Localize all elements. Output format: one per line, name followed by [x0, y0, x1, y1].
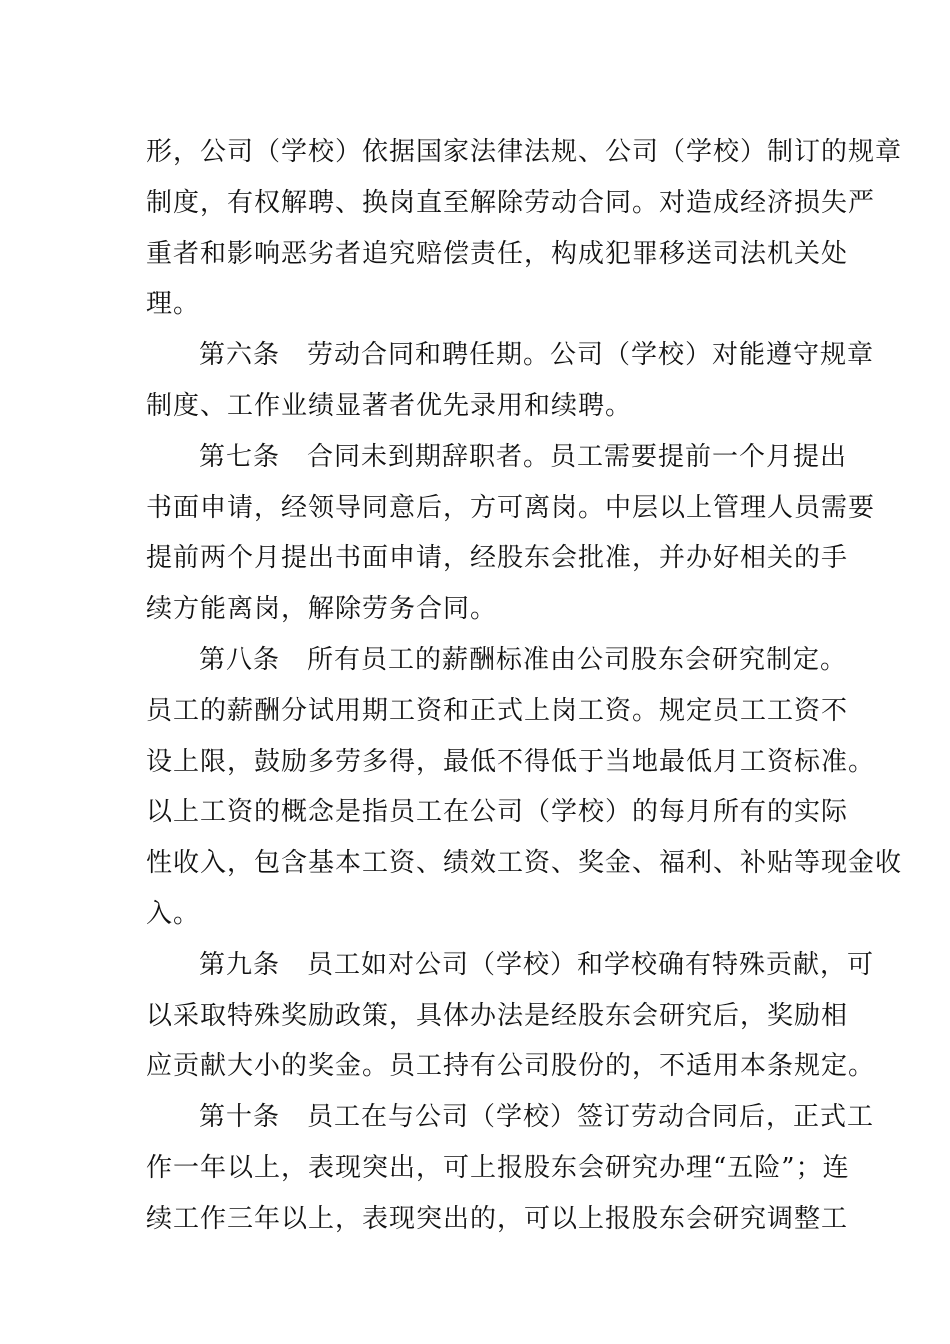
text-line: 应贡献大小的奖金。员工持有公司股份的，不适用本条规定。: [146, 1051, 876, 1082]
document-body: [146, 127, 903, 1245]
text-line: 以采取特殊奖励政策，具体办法是经股东会研究后，奖励相: [146, 1000, 849, 1031]
text-line: 理。: [146, 289, 201, 320]
text-line: 续工作三年以上，表现突出的，可以上报股东会研究调整工: [146, 1203, 849, 1234]
text-line: 重者和影响恶劣者追究赔偿责任，构成犯罪移送司法机关处: [146, 238, 849, 269]
text-line: 第八条 所有员工的薪酬标准由公司股东会研究制定。: [199, 644, 848, 675]
text-line: 作一年以上，表现突出，可上报股东会研究办理“五险”；连: [146, 1152, 850, 1183]
text-line: 书面申请，经领导同意后，方可离岗。中层以上管理人员需要: [146, 492, 876, 523]
text-line: 提前两个月提出书面申请，经股东会批准，并办好相关的手: [146, 543, 849, 574]
text-line: 第十条 员工在与公司（学校）签订劳动合同后，正式工: [199, 1102, 875, 1133]
text-line: 续方能离岗，解除劳务合同。: [146, 594, 498, 625]
text-line: 员工的薪酬分试用期工资和正式上岗工资。规定员工工资不: [146, 695, 849, 726]
text-line: 形，公司（学校）依据国家法律法规、公司（学校）制订的规章: [146, 137, 903, 167]
text-line: 第九条 员工如对公司（学校）和学校确有特殊贡献，可: [199, 949, 875, 980]
text-line: 设上限，鼓励多劳多得，最低不得低于当地最低月工资标准。: [146, 746, 876, 777]
text-line: 第七条 合同未到期辞职者。员工需要提前一个月提出: [199, 441, 848, 472]
text-line: 第六条 劳动合同和聘任期。公司（学校）对能遵守规章: [199, 340, 875, 371]
text-line: 入。: [146, 898, 201, 929]
text-line: 制度，有权解聘、换岗直至解除劳动合同。对造成经济损失严: [146, 187, 876, 218]
text-line: 以上工资的概念是指员工在公司（学校）的每月所有的实际: [146, 797, 849, 828]
text-line: 性收入，包含基本工资、绩效工资、奖金、福利、补贴等现金收: [146, 848, 903, 879]
text-line: 制度、工作业绩显著者优先录用和续聘。: [146, 390, 633, 421]
